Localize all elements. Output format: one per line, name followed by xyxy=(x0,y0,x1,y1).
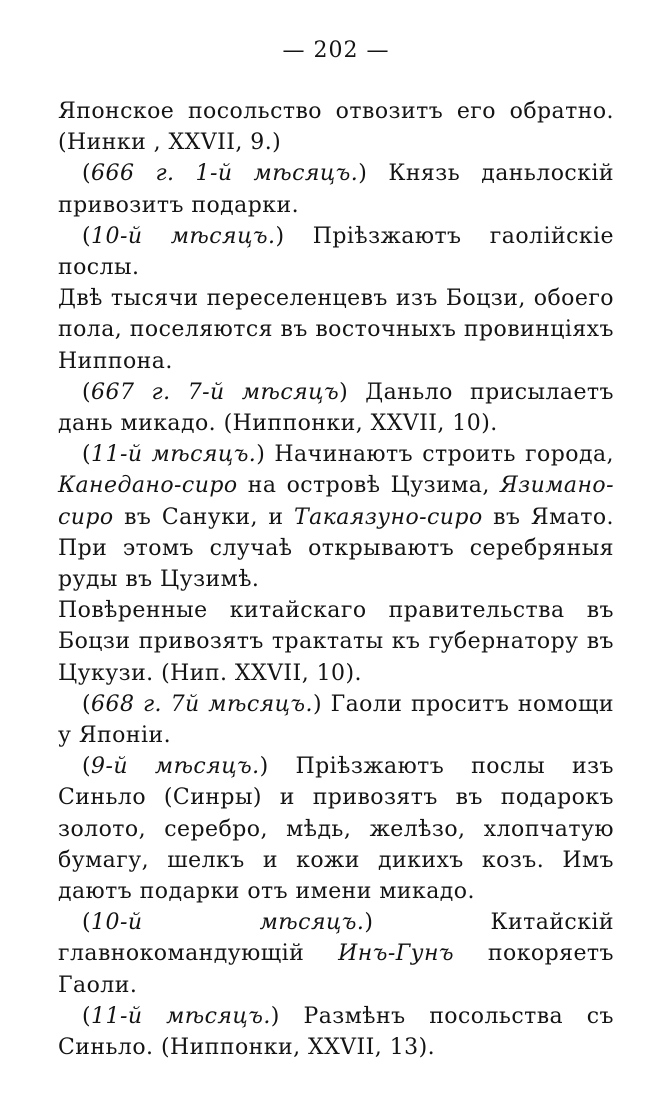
italic-date-segment: 9-й мѣсяцъ. xyxy=(91,754,260,780)
italic-place-name: Такаязуно-сиро xyxy=(294,504,483,530)
italic-date-segment: 666 г. 1-й мѣсяцъ. xyxy=(91,161,359,187)
page-body xyxy=(58,96,614,1063)
text-segment: ) Князь даньлоскій привозитъ подарки. xyxy=(58,161,615,218)
text-segment: въ Сануки, и xyxy=(113,504,294,530)
paragraph-1 xyxy=(58,96,614,158)
book-page xyxy=(58,40,614,1063)
text-segment: ) Начинаютъ строить города, xyxy=(256,442,614,468)
paragraph-8 xyxy=(58,689,614,751)
italic-date-segment: 10-й мѣсяцъ. xyxy=(91,910,365,936)
page-number: — 202 — xyxy=(282,38,390,63)
paragraph-9 xyxy=(58,751,614,907)
text-segment: ( xyxy=(82,379,92,405)
italic-date-segment: 11-й мѣсяцъ. xyxy=(91,1003,271,1029)
text-segment: въ Ямато. При этомъ случаѣ открываютъ серебряныя руды въ Цузимѣ. xyxy=(58,504,614,593)
text-segment: ) Размѣнъ посольства съ Синьло. (Ниппонки, XXVII, 13). xyxy=(58,1003,614,1061)
text-segment: ( xyxy=(82,1003,92,1029)
paragraph-6 xyxy=(58,439,614,595)
text-segment: Японское посольство отвозитъ его обратно. (Нинки , XXVII, 9.) xyxy=(58,99,614,156)
italic-place-name: Канедано-сиро xyxy=(58,473,238,499)
text-segment: ( xyxy=(82,910,92,936)
text-segment: ( xyxy=(82,754,92,780)
paragraph-3 xyxy=(58,221,614,283)
italic-place-name: Язимано-сиро xyxy=(58,473,614,530)
paragraph-11 xyxy=(58,1001,614,1063)
text-segment: на островѣ Цузима, xyxy=(237,473,500,499)
italic-date-segment: 668 г. 7й мѣсяцъ. xyxy=(91,691,313,717)
text-segment: ) Гаоли проситъ номощи у Японіи. xyxy=(58,691,614,749)
text-segment: Повѣренные китайскаго правительства въ Боцзи привозятъ трактаты къ губернатору въ Цукузи. (Нип. XXVII, 10). xyxy=(58,598,614,686)
paragraph-7 xyxy=(58,595,614,689)
text-segment: ( xyxy=(82,161,92,187)
text-segment: ) Пріѣзжаютъ послы изъ Синьло (Синры) и привозятъ въ подарокъ золото, серебро, мѣдь, желѣзо, хлопчатую бумагу, шелкъ и кожи дикихъ козъ. Имъ даютъ подарки отъ имени микадо. xyxy=(58,754,614,905)
text-segment: ( xyxy=(82,691,92,717)
text-segment: Двѣ тысячи переселенцевъ изъ Боцзи, обоего пола, поселяются въ восточныхъ провинціяхъ Ниппона. xyxy=(58,286,614,374)
paragraph-10 xyxy=(58,907,614,1001)
paragraph-2 xyxy=(58,158,614,220)
paragraph-4 xyxy=(58,283,614,377)
text-segment: ) Пріѣзжаютъ гаолійскіе послы. xyxy=(58,223,614,281)
text-segment: ) Даньло присылаетъ дань микадо. (Ниппонки, XXVII, 10). xyxy=(58,379,614,437)
text-segment: покоряетъ Гаоли. xyxy=(58,941,614,998)
italic-date-segment: 10-й мѣсяцъ. xyxy=(91,223,276,249)
paragraph-5 xyxy=(58,377,614,439)
italic-person-name: Инъ-Гунъ xyxy=(338,941,454,967)
italic-date-segment: 11-й мѣсяцъ. xyxy=(91,442,257,468)
italic-date-segment: 667 г. 7-й мѣсяцъ xyxy=(91,379,340,405)
text-segment: ( xyxy=(82,223,92,249)
text-segment: ( xyxy=(82,442,92,468)
text-segment: ) Китайскій главнокомандующій xyxy=(58,910,614,967)
